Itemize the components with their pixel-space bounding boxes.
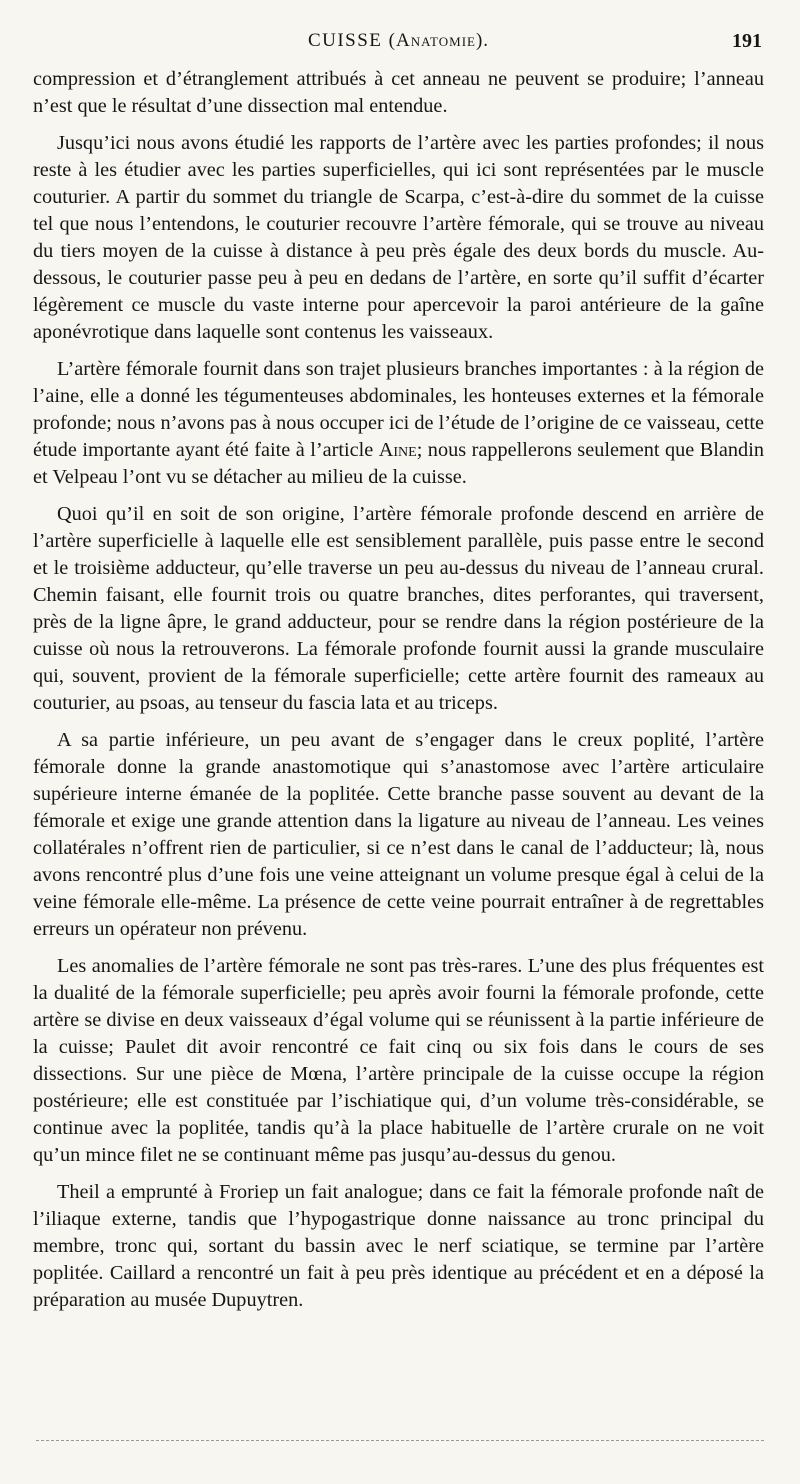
paragraph-3-part-1: L’artère fémorale fournit dans son trajet plusieurs branches importantes : à la région de l’aine, elle a donné les tégumenteuses abdominales, les honteuses externes et la fémorale profonde; nous n’avons pas à nous occuper ici de l’étude de l’origine de ce vaisseau, cette étude importante ayant été faite à l’article: [33, 358, 764, 461]
body-text: [33, 66, 764, 1314]
paragraph-4: Quoi qu’il en soit de son origine, l’artère fémorale profonde descend en arrière de l’artère superficielle à laquelle elle est sensiblement parallèle, puis passe entre le second et le troisième adducteur, qu’elle traverse un peu au-dessus du niveau de l’anneau crural. Chemin faisant, elle fournit trois ou quatre branches, dites perforantes, qui traversent, près de la ligne âpre, le grand adducteur, pour se rendre dans la région postérieure de la cuisse où nous la retrouverons. La fémorale profonde fournit aussi la grande musculaire qui, souvent, provient de la fémorale superficielle; cette artère fournit des rameaux au couturier, au psoas, au tenseur du fascia lata et au triceps.: [33, 503, 764, 714]
running-title: [33, 30, 764, 52]
article-reference-aine: Aine: [378, 439, 417, 461]
paragraph-2: Jusqu’ici nous avons étudié les rapports de l’artère avec les parties profondes; il nous reste à les étudier avec les parties superficielles, qui ici sont représentées par le muscle couturier. A partir du sommet du triangle de Scarpa, c’est-à-dire du sommet de la cuisse tel que nous l’entendons, le couturier recouvre l’artère fémorale, qui se trouve au niveau du tiers moyen de la cuisse à distance à peu près égale des deux bords du muscle. Au-dessous, le couturier passe peu à peu en dedans de l’artère, en sorte qu’il suffit d’écarter légèrement ce muscle du vaste interne pour apercevoir la paroi antérieure de la gaîne aponévrotique dans laquelle sont contenus les vaisseaux.: [33, 132, 764, 343]
paragraph-3-part-2: ; nous rappellerons seulement que Blandin et Velpeau l’ont vu se détacher au milieu de la cuisse.: [33, 439, 764, 488]
running-title-sub: (Anatomie).: [388, 30, 490, 51]
paragraph-7: Theil a emprunté à Froriep un fait analogue; dans ce fait la fémorale profonde naît de l’iliaque externe, tandis que l’hypogastrique donne naissance au tronc principal du membre, tronc qui, sortant du bassin avec le nerf sciatique, se termine par l’artère poplitée. Caillard a rencontré un fait à peu près identique au précédent et en a déposé la préparation au musée Dupuytren.: [33, 1181, 764, 1311]
paragraph-1: compression et d’étranglement attribués à cet anneau ne peuvent se produire; l’anneau n’est que le résultat d’une dissection mal entendue.: [33, 68, 764, 117]
running-head: [33, 30, 764, 56]
running-title-main: CUISSE: [307, 30, 383, 51]
footer-rule: [36, 1440, 764, 1441]
paragraph-6: Les anomalies de l’artère fémorale ne sont pas très-rares. L’une des plus fréquentes est la dualité de la fémorale superficielle; peu après avoir fourni la fémorale profonde, cette artère se divise en deux vaisseaux d’égal volume qui se réunissent à la partie inférieure de la cuisse; Paulet dit avoir rencontré ce fait cinq ou six fois dans le cours de ses dissections. Sur une pièce de Mœna, l’artère principale de la cuisse occupe la région postérieure; elle est constituée par l’ischiatique qui, d’un volume très-considérable, se continue avec la poplitée, tandis qu’à la place habituelle de l’artère crurale on ne voit qu’un mince filet ne se continuant même pas jusqu’au-dessus du genou.: [33, 955, 764, 1166]
paragraph-5: A sa partie inférieure, un peu avant de s’engager dans le creux poplité, l’artère fémorale donne la grande anastomotique qui s’anastomose avec l’artère articulaire supérieure interne émanée de la poplitée. Cette branche passe souvent au devant de la fémorale et exige une grande attention dans la ligature au niveau de l’anneau. Les veines collatérales n’offrent rien de particulier, si ce n’est dans le canal de l’adducteur; là, nous avons rencontré plus d’une fois une veine atteignant un volume presque égal à celui de la veine fémorale elle-même. La présence de cette veine pourrait entraîner à de regrettables erreurs un opérateur non prévenu.: [33, 729, 764, 940]
page-number: 191: [732, 30, 762, 52]
paragraph-3: [33, 356, 764, 491]
